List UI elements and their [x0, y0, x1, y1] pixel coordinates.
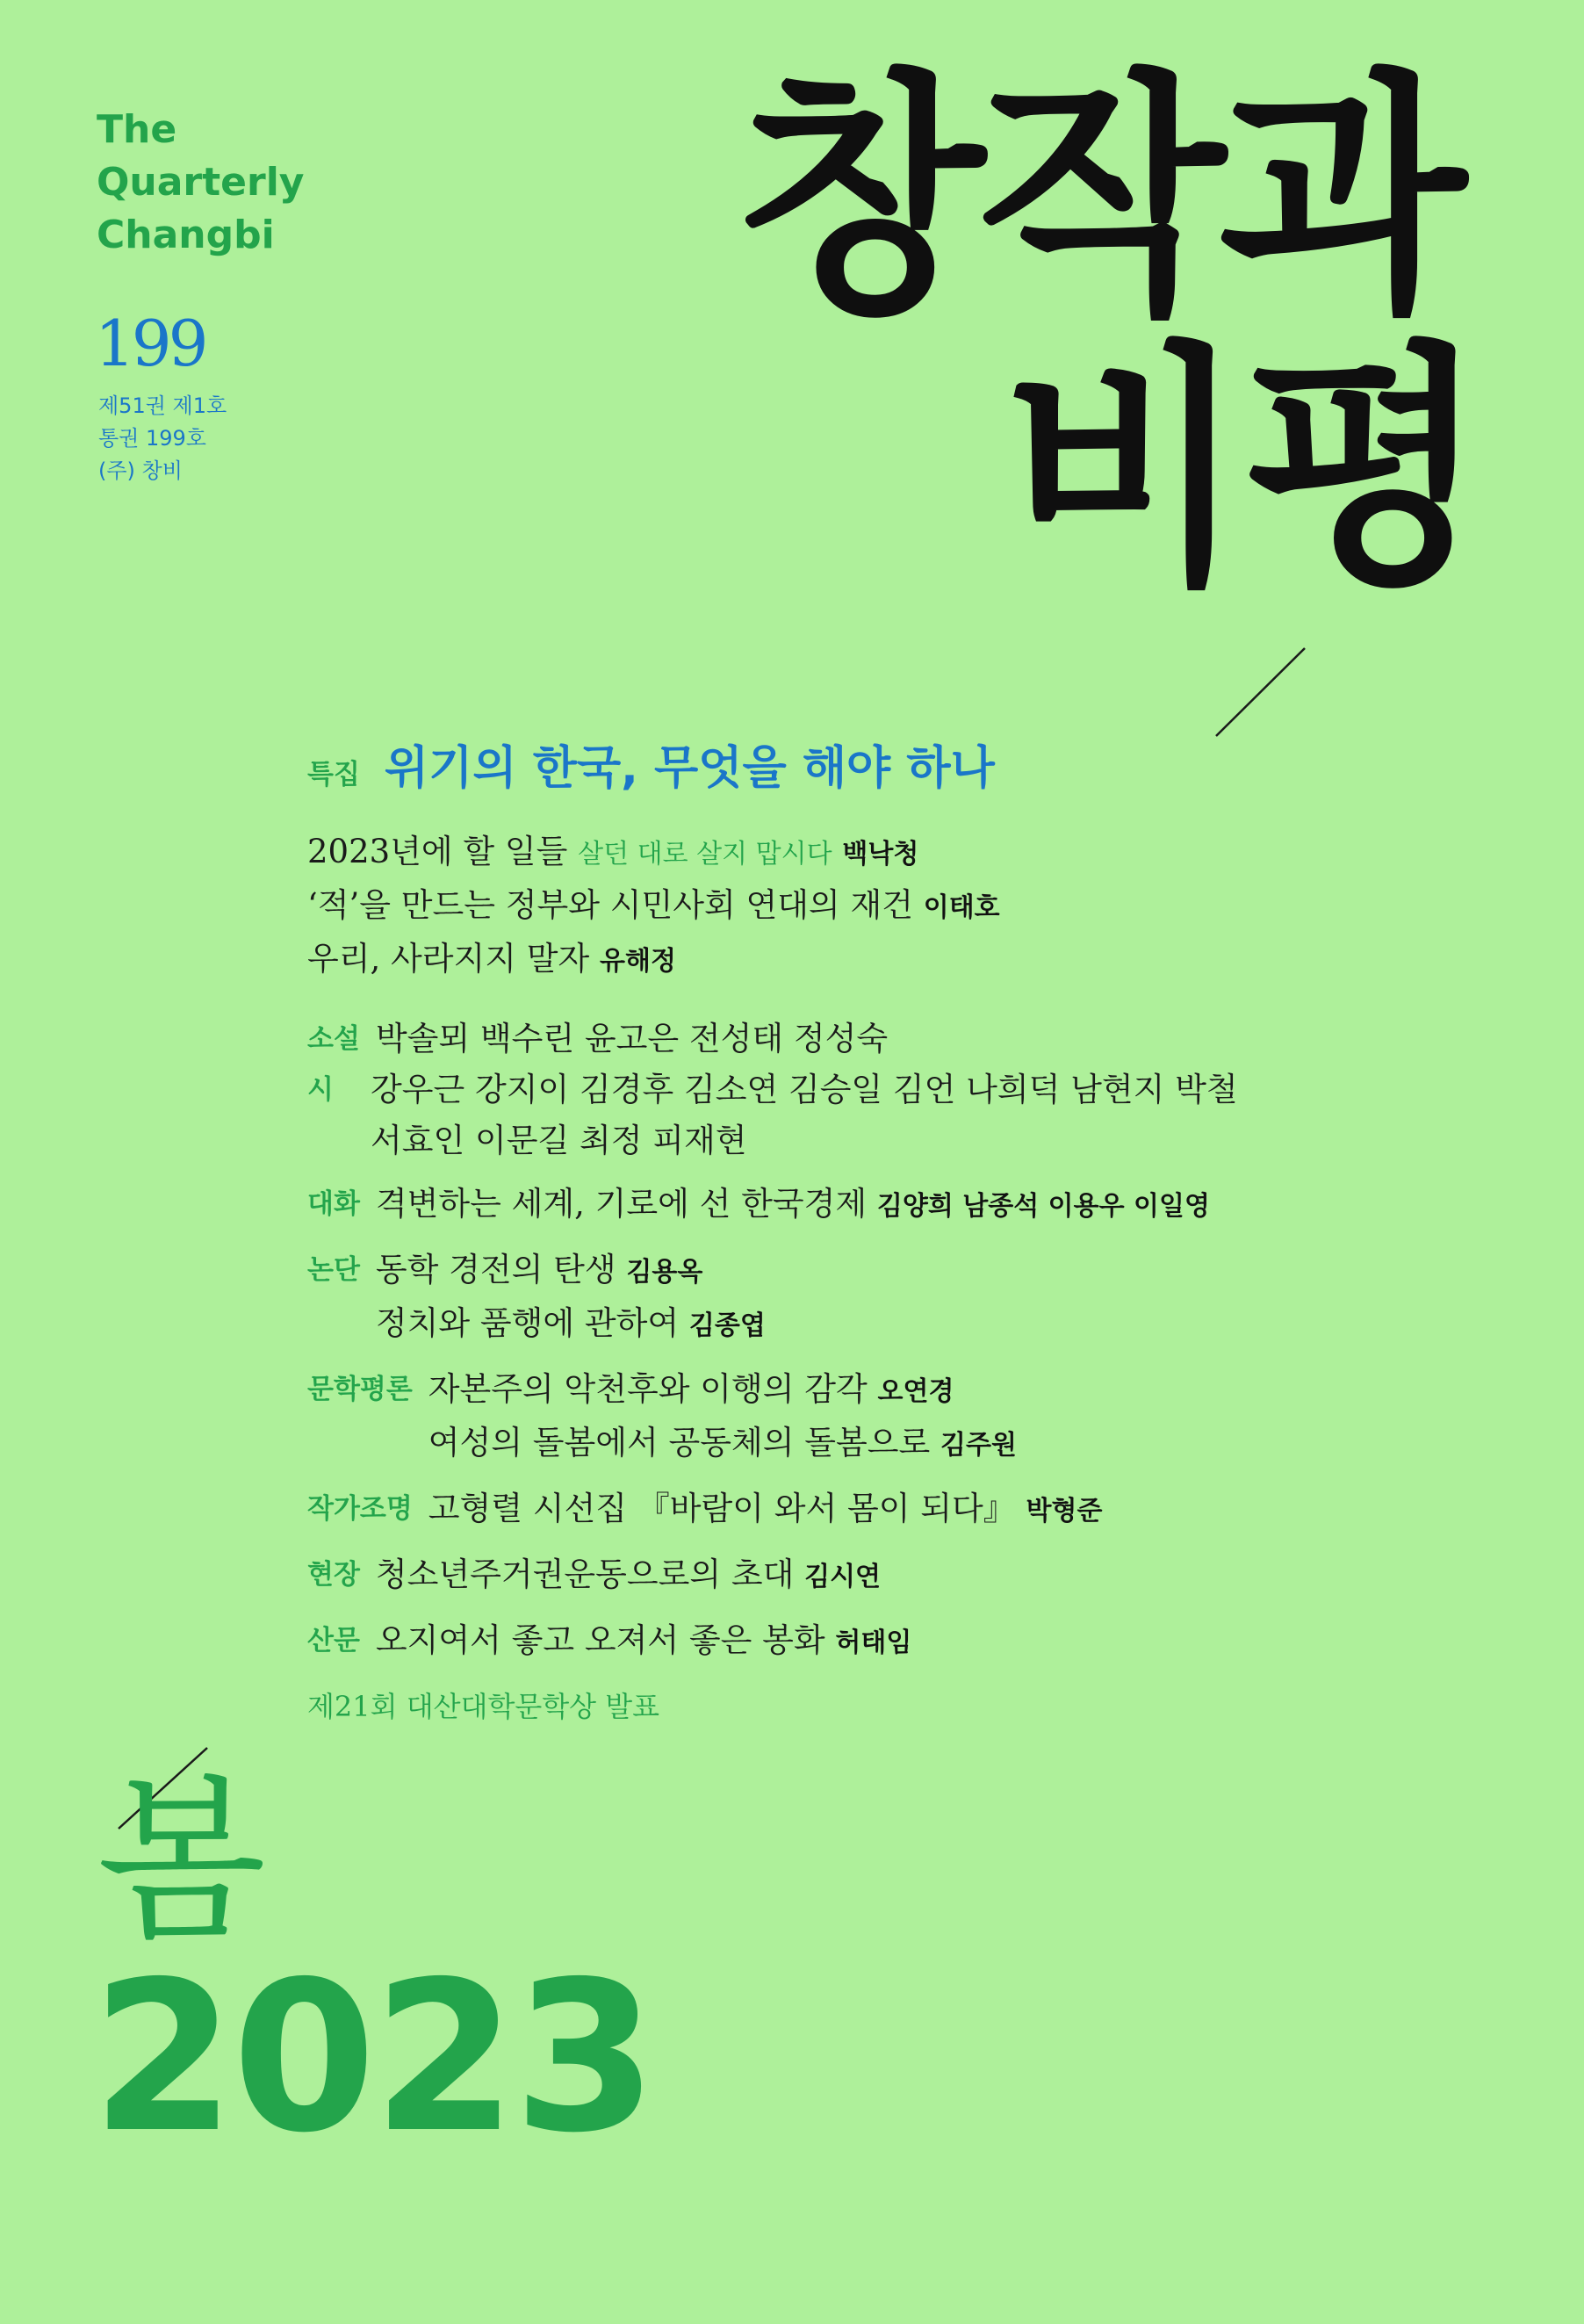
- fiction-authors: 박솔뫼 백수린 윤고은 전성태 정성숙: [375, 1020, 889, 1057]
- article-subtitle: 살던 대로 살지 맙시다: [578, 839, 832, 870]
- section-label: 논단: [307, 1254, 360, 1286]
- section-label: 현장: [307, 1559, 360, 1591]
- article-title: 우리, 사라지지 말자: [307, 940, 590, 978]
- feature-article: [307, 880, 1537, 934]
- field-title: 청소년주거권운동으로의 초대: [375, 1555, 795, 1593]
- article-title: ‘적’을 만드는 정부와 시민사회 연대의 재건: [307, 886, 913, 924]
- english-title-line-3: Changbi: [97, 213, 275, 257]
- article-author: 백낙청: [842, 839, 919, 870]
- english-title-line-1: The: [97, 107, 177, 152]
- year-label: 2023: [91, 1937, 654, 2178]
- section-criticism: [307, 1364, 1537, 1471]
- poetry-authors-line-1: 강우근 강지이 김경후 김소연 김승일 김언 나희덕 남현지 박철: [371, 1071, 1238, 1108]
- korean-title-line-1: 창작과: [738, 48, 1460, 347]
- section-label: 문학평론: [307, 1374, 413, 1405]
- essay-author: 김종엽: [688, 1310, 766, 1341]
- prose-author: 허태임: [835, 1628, 912, 1658]
- essay-entry: [376, 1245, 1537, 1298]
- article-author: 유해정: [600, 946, 676, 977]
- criticism-title: 여성의 돌봄에서 공동체의 돌봄으로: [428, 1424, 931, 1462]
- top-diagonal-line: [1216, 648, 1305, 736]
- feature-headline: 위기의 한국, 무엇을 해야 하나: [384, 742, 995, 795]
- section-label: 대화: [307, 1188, 360, 1220]
- dialogue-title: 격변하는 세계, 기로에 선 한국경제: [375, 1185, 868, 1223]
- prose-entry: [376, 1615, 1537, 1669]
- section-label: 소설: [307, 1023, 360, 1055]
- feature-article: [307, 934, 1537, 987]
- section-poetry: [307, 1065, 1537, 1166]
- prize-announcement: 제21회 대산대학문학상 발표: [307, 1690, 660, 1723]
- criticism-entry: [428, 1364, 1537, 1418]
- criticism-author: 오연경: [877, 1376, 954, 1407]
- essay-title: 동학 경전의 탄생: [375, 1251, 616, 1288]
- dialogue-authors: 김양희 남종석 이용우 이일영: [876, 1191, 1210, 1222]
- prose-title: 오지여서 좋고 오져서 좋은 봉화: [375, 1621, 825, 1659]
- feature-tag: 특집: [307, 759, 360, 790]
- poetry-authors-line-2: 서효인 이문길 최정 피재현: [371, 1122, 747, 1159]
- article-title: 2023년에 할 일들: [307, 833, 568, 870]
- section-label: 시: [307, 1074, 334, 1106]
- article-author: 이태호: [923, 892, 1000, 923]
- section-label: 작가조명: [307, 1493, 413, 1525]
- publisher: (주) 창비: [98, 458, 183, 483]
- section-label: 산문: [307, 1625, 360, 1656]
- english-title-line-2: Quarterly: [97, 160, 305, 205]
- criticism-title: 자본주의 악천후와 이행의 감각: [428, 1370, 868, 1408]
- total-issue: 통권 199호: [98, 426, 206, 451]
- korean-title-line-2: 비평: [1001, 321, 1483, 619]
- spotlight-author: 박형준: [1026, 1496, 1103, 1526]
- dialogue-entry: [376, 1179, 1537, 1232]
- spotlight-entry: [428, 1483, 1537, 1537]
- season-label: 봄: [97, 1759, 267, 1964]
- field-entry: [376, 1549, 1537, 1603]
- feature-header: [307, 731, 1537, 797]
- issue-number: 199: [95, 307, 205, 380]
- korean-title: [738, 48, 1483, 619]
- spotlight-title: 고형렬 시선집 『바람이 와서 몸이 되다』: [428, 1490, 1016, 1527]
- section-prose: [307, 1615, 1537, 1669]
- feature-article: [307, 826, 1537, 880]
- essay-title: 정치와 품행에 관하여: [375, 1304, 680, 1342]
- criticism-author: 김주원: [940, 1430, 1017, 1461]
- section-dialogue: [307, 1179, 1537, 1232]
- essay-author: 김용옥: [626, 1257, 703, 1288]
- section-field: [307, 1549, 1537, 1603]
- section-essays: [307, 1245, 1537, 1352]
- essay-entry: [376, 1298, 1537, 1352]
- english-title: [97, 104, 304, 262]
- section-spotlight: [307, 1483, 1537, 1537]
- field-author: 김시연: [804, 1562, 882, 1592]
- section-fiction: [307, 1014, 1537, 1065]
- volume-number: 제51권 제1호: [98, 393, 227, 418]
- table-of-contents: [307, 731, 1537, 1732]
- issue-meta: [98, 390, 227, 487]
- criticism-entry: [428, 1418, 1537, 1471]
